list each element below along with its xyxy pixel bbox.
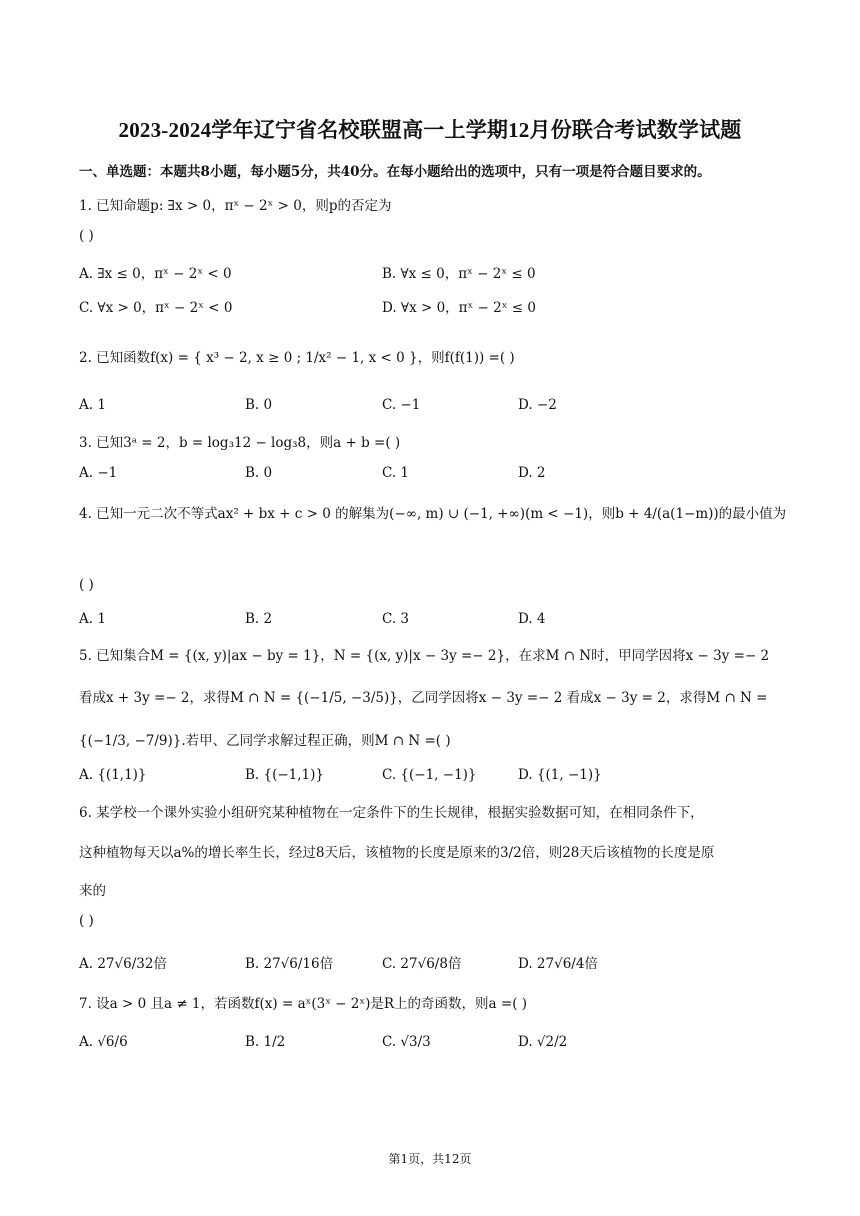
section-heading: 一、单选题：本题共8小题，每小题5分，共40分。在每小题给出的选项中，只有一项是符合题目要求的。 (79, 164, 711, 180)
question-7-stem: 7. 设a > 0 且a ≠ 1，若函数f(x) = aˣ(3ˣ − 2ˣ)是R上的奇函数，则a =( ) (79, 996, 528, 1012)
question-3-option-b: B. 0 (245, 465, 273, 481)
question-3-option-d: D. 2 (518, 465, 546, 481)
question-2-option-b: B. 0 (245, 397, 273, 413)
page-title: 2023-2024学年辽宁省名校联盟高一上学期12月份联合考试数学试题 (118, 118, 742, 142)
question-1-option-a: A. ∃x ≤ 0，πˣ − 2ˣ < 0 (79, 266, 232, 282)
question-6-option-d: D. 27√6/4倍 (518, 956, 598, 972)
question-1-option-d: D. ∀x > 0，πˣ − 2ˣ ≤ 0 (382, 300, 536, 316)
question-4-paren: ( ) (79, 577, 94, 593)
question-6-line-2: 这种植物每天以a%的增长率生长，经过8天后，该植物的长度是原来的3/2倍，则28天后该植物的长度是原 (79, 845, 715, 861)
question-7-option-c: C. √3/3 (382, 1034, 431, 1050)
question-5-line-3: {(−1/3, −7/9)}.若甲、乙同学求解过程正确，则M ∩ N =( ) (79, 733, 451, 749)
question-1-paren: ( ) (79, 228, 94, 244)
page-footer: 第1页，共12页 (388, 1152, 472, 1166)
question-4-option-c: C. 3 (382, 611, 410, 627)
question-5-option-d: D. {(1, −1)} (518, 767, 602, 783)
question-7-option-a: A. √6/6 (79, 1034, 128, 1050)
question-7-option-d: D. √2/2 (518, 1034, 568, 1050)
question-5-option-b: B. {(−1,1)} (245, 767, 324, 783)
question-6-option-b: B. 27√6/16倍 (245, 956, 334, 972)
question-4-stem: 4. 已知一元二次不等式ax² + bx + c > 0 的解集为(−∞, m) ∪ (−1, +∞)(m < −1)，则b + 4/(a(1−m))的最小值为 (79, 506, 787, 522)
question-2-option-d: D. −2 (518, 397, 557, 413)
question-3-option-a: A. −1 (79, 465, 118, 481)
question-1-option-c: C. ∀x > 0，πˣ − 2ˣ < 0 (79, 300, 233, 316)
question-6-line-3: 来的 (79, 883, 106, 899)
question-5-option-a: A. {(1,1)} (79, 767, 147, 783)
question-1-option-b: B. ∀x ≤ 0，πˣ − 2ˣ ≤ 0 (382, 266, 536, 282)
question-4-option-d: D. 4 (518, 611, 546, 627)
question-5-line-2: 看成x + 3y =− 2，求得M ∩ N = {(−1/5, −3/5)}，乙同学因将x − 3y =− 2 看成x − 3y = 2，求得M ∩ N = (79, 690, 768, 706)
question-6-paren: ( ) (79, 913, 94, 929)
question-2-stem: 2. 已知函数f(x) = { x³ − 2, x ≥ 0 ; 1/x² − 1, x < 0 }，则f(f(1)) =( ) (79, 350, 515, 366)
question-2-option-c: C. −1 (382, 397, 421, 413)
question-2-option-a: A. 1 (79, 397, 106, 413)
question-3-stem: 3. 已知3ᵃ = 2，b = log₃12 − log₃8，则a + b =( ) (79, 435, 401, 451)
question-7-option-b: B. 1/2 (245, 1034, 286, 1050)
question-6-line-1: 6. 某学校一个课外实验小组研究某种植物在一定条件下的生长规律，根据实验数据可知，在相同条件下， (79, 805, 704, 821)
question-3-option-c: C. 1 (382, 465, 410, 481)
question-6-option-c: C. 27√6/8倍 (382, 956, 462, 972)
question-1-stem: 1. 已知命题p: ∃x > 0，πˣ − 2ˣ > 0，则p的否定为 (79, 198, 392, 214)
question-6-option-a: A. 27√6/32倍 (79, 956, 167, 972)
question-4-option-a: A. 1 (79, 611, 106, 627)
question-5-line-1: 5. 已知集合M = {(x, y)|ax − by = 1}，N = {(x, y)|x − 3y =− 2}，在求M ∩ N时，甲同学因将x − 3y =− 2 (79, 648, 770, 664)
question-4-option-b: B. 2 (245, 611, 273, 627)
question-5-option-c: C. {(−1, −1)} (382, 767, 477, 783)
